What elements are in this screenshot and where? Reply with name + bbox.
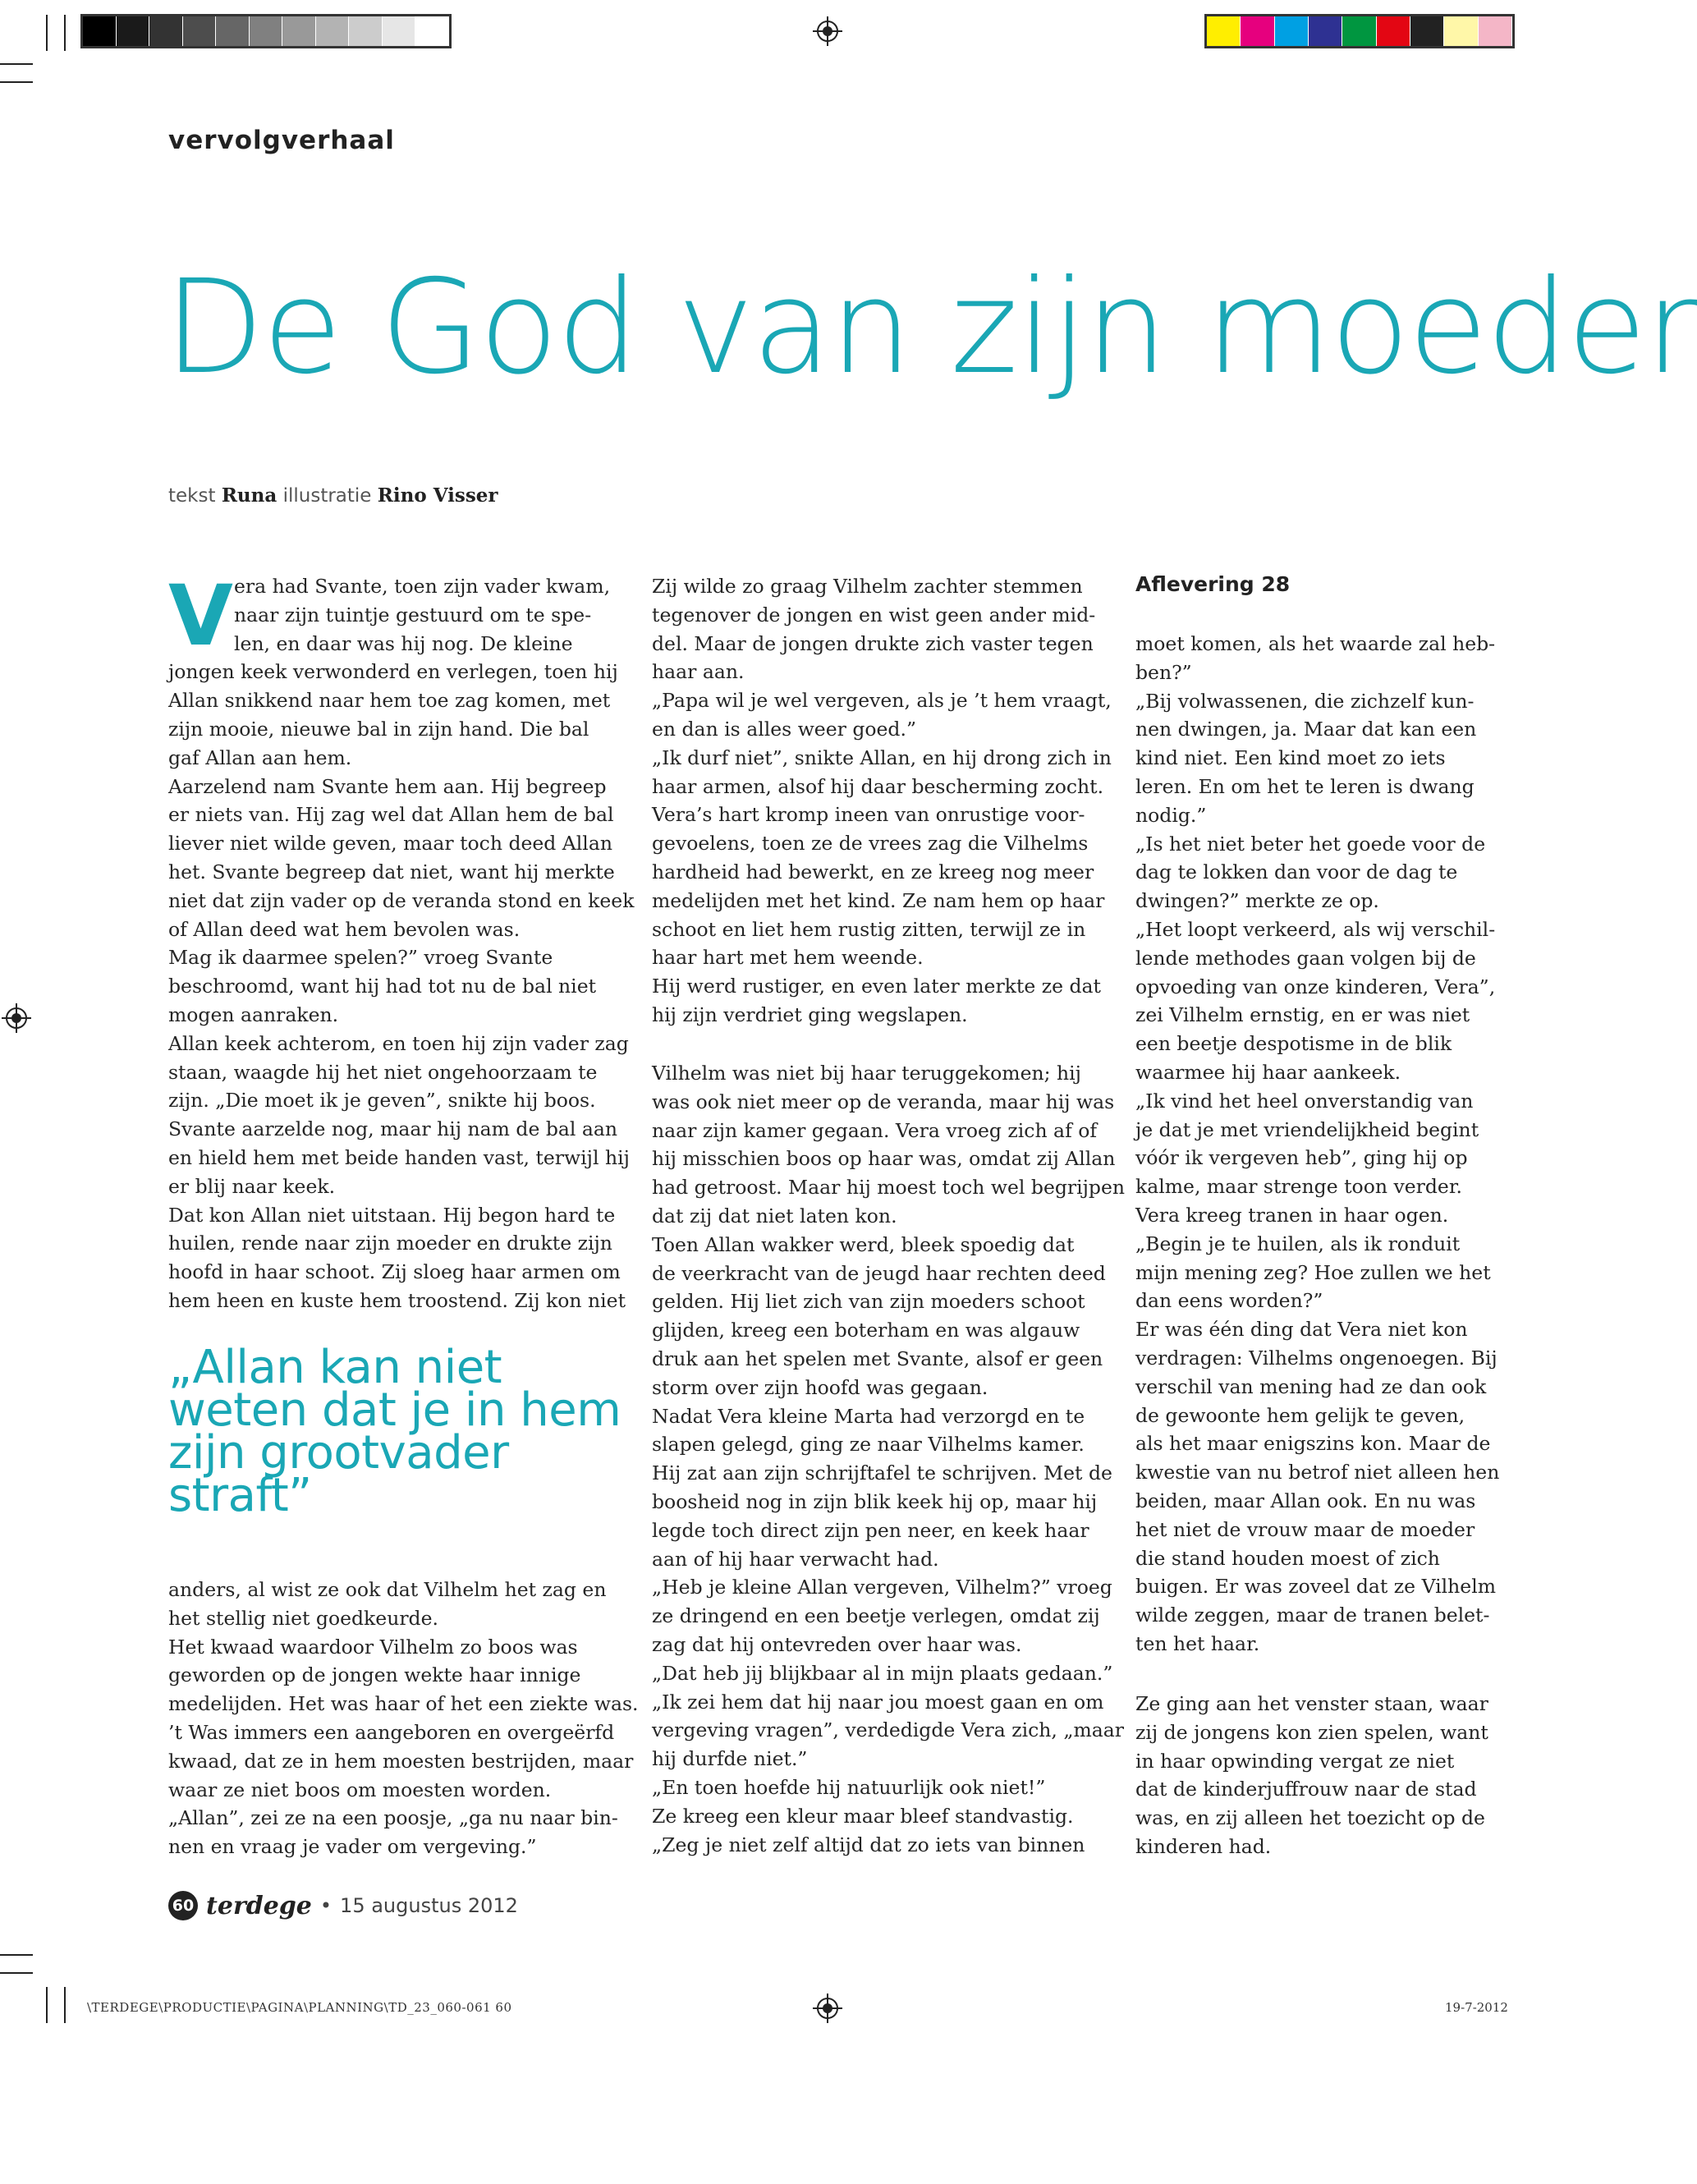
color-swatch [349,16,383,46]
text-line: ’t Was immers een aangeboren en overgeërfd [168,1720,615,1744]
byline-illustrator: Rino Visser [377,484,498,507]
text-line: Mag ik daarmee spelen?” vroeg Svante [168,946,553,970]
text-line: „Zeg je niet zelf altijd dat zo iets van binnen [652,1833,1085,1856]
text-line: „Heb je kleine Allan vergeven, Vilhelm?” vroeg [652,1576,1112,1599]
text-line: dwingen?” merkte ze op. [1135,889,1379,913]
text-line: Ze ging aan het venster staan, waar [1135,1692,1488,1715]
crop-mark [0,1972,33,1974]
text-line: was, en zij alleen het toezicht op de [1135,1806,1485,1830]
text-line: Aarzelend nam Svante hem aan. Hij begreep [168,774,607,798]
text-line: wilde zeggen, maar de tranen belet- [1135,1604,1490,1627]
color-swatch [1342,16,1376,46]
text-line: hem heen en kuste hem troostend. Zij kon niet [168,1288,626,1312]
crop-mark [0,81,33,83]
text-line: naar zijn kamer gegaan. Vera vroeg zich af of [652,1118,1098,1142]
text-line: „Dat heb jij blijkbaar al in mijn plaats gedaan.” [652,1661,1113,1685]
text-line: Hij zat aan zijn schrijftafel te schrijven. Met de [652,1461,1112,1485]
text-line: buigen. Er was zoveel dat ze Vilhelm [1135,1575,1496,1599]
text-line: ben?” [1135,660,1192,684]
text-line: len, en daar was hij nog. De kleine [234,631,573,655]
text-line: Hij werd rustiger, en even later merkte ze dat [652,975,1101,998]
text-line: ze dringend en een beetje verlegen, omdat zij [652,1604,1100,1628]
text-line: „Begin je te huilen, als ik ronduit [1135,1232,1461,1255]
text-line: vóór ik vergeven heb”, ging hij op [1135,1146,1468,1170]
color-swatch [316,16,350,46]
text-line: gelden. Hij liet zich van zijn moeders schoot [652,1290,1085,1314]
pull-quote-line: „Allan kan niet [168,1341,502,1394]
text-line: legde toch direct zijn pen neer, en keek haar [652,1518,1089,1542]
text-line: hij durfde niet.” [652,1747,808,1771]
text-line: Vera kreeg tranen in haar ogen. [1135,1203,1449,1227]
brand-logo: terdege [206,1891,312,1920]
color-swatch [83,16,117,46]
text-line: had getroost. Maar hij moest toch wel begrijpen [652,1176,1126,1200]
text-line: nodig.” [1135,803,1207,827]
text-line: er blij naar keek. [168,1174,336,1198]
column-3-top [1135,630,1499,1659]
text-line: leren. En om het te leren is dwang [1135,774,1475,798]
text-line: hij misschien boos op haar was, omdat zij Allan [652,1147,1116,1171]
text-line: Allan snikkend naar hem toe zag komen, met [168,689,611,713]
text-line: Toen Allan wakker werd, bleek spoedig dat [652,1232,1075,1256]
text-line: waar ze niet boos om moesten worden. [168,1778,552,1801]
text-line: kwaad, dat ze in hem moesten bestrijden, maar [168,1749,634,1773]
text-line: dan eens worden?” [1135,1289,1323,1313]
text-line: del. Maar de jongen drukte zich vaster tegen [652,631,1094,655]
color-bar [1204,14,1515,48]
text-line: „Papa wil je wel vergeven, als je ’t hem vraagt, [652,689,1112,713]
text-line: zijn mooie, nieuwe bal in zijn hand. Die bal [168,717,589,741]
text-line: Svante aarzelde nog, maar hij nam de bal aan [168,1117,618,1141]
text-line: Nadat Vera kleine Marta had verzorgd en te [652,1404,1085,1428]
crop-mark [64,15,66,51]
color-swatch [117,16,150,46]
text-line: gevoelens, toen ze de vrees zag die Vilhelms [652,832,1089,856]
text-line: tegenover de jongen en wist geen ander mid- [652,603,1096,626]
color-swatch [1479,16,1512,46]
text-line: verschil van mening had ze dan ook [1135,1374,1487,1398]
color-swatch [383,16,416,46]
text-line: zag dat hij ontevreden over haar was. [652,1632,1022,1656]
pull-quote-line: straft” [168,1469,312,1522]
text-line: liever niet wilde geven, maar toch deed Allan [168,832,612,856]
text-line: zij de jongens kon zien spelen, want [1135,1720,1488,1744]
text-line: storm over zijn hoofd was gegaan. [652,1375,988,1399]
text-line: Dat kon Allan niet uitstaan. Hij begon hard te [168,1203,616,1227]
text-line: medelijden. Het was haar of het een ziekte was. [168,1692,639,1716]
color-swatch [1410,16,1444,46]
text-line: als het maar enigszins kon. Maar de [1135,1432,1491,1456]
text-line: of Allan deed wat hem bevolen was. [168,917,521,941]
color-swatch [250,16,283,46]
color-swatch [183,16,217,46]
text-line: staan, waagde hij het niet ongehoorzaam te [168,1060,598,1084]
text-line: „Allan”, zei ze na een poosje, „ga nu naar bin- [168,1806,618,1830]
text-line: beiden, maar Allan ook. En nu was [1135,1489,1476,1512]
column-1-top [168,567,635,1315]
text-line: haar armen, alsof hij daar bescherming zocht. [652,774,1104,798]
text-line: Er was één ding dat Vera niet kon [1135,1318,1468,1342]
text-line: en hield hem met beide handen vast, terwijl hij [168,1145,630,1169]
registration-mark-icon [2,1003,31,1033]
text-line: Vera’s hart kromp ineen van onrustige voor- [652,803,1085,827]
text-line: hoofd in haar schoot. Zij sloeg haar armen om [168,1260,621,1284]
text-line: in haar opwinding vergat ze niet [1135,1749,1455,1773]
text-line: geworden op de jongen wekte haar innige [168,1663,581,1687]
column-2-bottom [652,1059,1125,1859]
text-line: „Ik zei hem dat hij naar jou moest gaan en om [652,1690,1104,1714]
text-line: gaf Allan aan hem. [168,746,352,769]
text-line: de gewoonte hem gelijk te geven, [1135,1403,1465,1427]
text-line: zei Vilhelm ernstig, en er was niet [1135,1003,1470,1027]
text-line: naar zijn tuintje gestuurd om te spe- [234,603,592,626]
issue-date: 15 augustus 2012 [340,1894,518,1917]
color-swatch [282,16,316,46]
section-label: vervolgverhaal [168,126,395,155]
text-line: druk aan het spelen met Svante, alsof er geen [652,1347,1103,1370]
byline-author: Runa [221,484,277,507]
color-swatch [1207,16,1241,46]
text-line: Allan keek achterom, en toen hij zijn vader zag [168,1031,629,1055]
text-line: het stellig niet goedkeurde. [168,1606,438,1630]
registration-mark-icon [813,1994,842,2023]
pull-quote-line: zijn grootvader [168,1426,509,1480]
text-line: slapen gelegd, ging ze naar Vilhelms kamer. [652,1433,1085,1457]
text-line: „Is het niet beter het goede voor de [1135,832,1486,856]
text-line: „Ik durf niet”, snikte Allan, en hij drong zich in [652,746,1112,769]
text-line: de veerkracht van de jeugd haar rechten deed [652,1261,1106,1285]
drop-cap: V [168,567,233,665]
text-line: anders, al wist ze ook dat Vilhelm het zag en [168,1578,607,1601]
text-line: boosheid nog in zijn blik keek hij op, maar hij [652,1489,1098,1513]
byline-text-label: tekst [168,485,216,507]
text-line: aan of hij haar verwacht had. [652,1547,939,1571]
text-line: Het kwaad waardoor Vilhelm zo boos was [168,1635,578,1659]
color-swatch [1377,16,1410,46]
text-line: moet komen, als het waarde zal heb- [1135,632,1496,655]
color-swatch [415,16,449,46]
text-line: was ook niet meer op de veranda, maar hij was [652,1090,1115,1113]
text-line: het. Svante begreep dat niet, want hij merkte [168,860,615,883]
text-line: een beetje despotisme in de blik [1135,1032,1452,1056]
text-line: kalme, maar strenge toon verder. [1135,1175,1462,1199]
text-line: jongen keek verwonderd en verlegen, toen hij [168,660,618,684]
crop-mark [46,15,48,51]
text-line: nen en vraag je vader om vergeving.” [168,1835,537,1859]
text-line: verdragen: Vilhelms ongenoegen. Bij [1135,1346,1497,1370]
text-line: en dan is alles weer goed.” [652,717,916,741]
text-line: opvoeding van onze kinderen, Vera”, [1135,975,1496,998]
color-swatch [1275,16,1309,46]
text-line: je dat je met vriendelijkheid begint [1135,1117,1479,1141]
pull-quote-line: weten dat je in hem [168,1383,621,1437]
text-line: dag te lokken dan voor de dag te [1135,860,1458,884]
column-2-top [652,572,1112,1030]
text-line: Vilhelm was niet bij haar teruggekomen; hij [652,1062,1081,1085]
crop-mark [64,1987,66,2023]
print-slug: \TERDEGE\PRODUCTIE\PAGINA\PLANNING\TD_23_060-061 60 [87,2000,512,2015]
text-line: Ze kreeg een kleur maar bleef standvastig. [652,1804,1074,1828]
text-line: „Ik vind het heel onverstandig van [1135,1089,1474,1113]
text-line: huilen, rende naar zijn moeder en drukte zijn [168,1232,612,1255]
byline-illus-label: illustratie [282,485,372,507]
text-line: dat de kinderjuffrouw naar de stad [1135,1778,1477,1801]
text-line: schoot en liet hem rustig zitten, terwijl ze in [652,917,1086,941]
text-line: beschroomd, want hij had tot nu de bal niet [168,975,597,998]
crop-mark [46,1987,48,2023]
text-line: nen dwingen, ja. Maar dat kan een [1135,718,1477,741]
text-line: era had Svante, toen zijn vader kwam, [234,575,611,598]
text-line: die stand houden moest of zich [1135,1546,1440,1570]
page-footer [168,1891,518,1920]
article-title: De God van zijn moeder [164,252,1697,403]
color-swatch [149,16,183,46]
text-line: vergeving vragen”, verdedigde Vera zich, „maar [652,1718,1125,1742]
episode-label: Aflevering 28 [1135,572,1291,596]
text-line: Zij wilde zo graag Vilhelm zachter stemmen [652,575,1083,598]
text-line: waarmee hij haar aankeek. [1135,1060,1401,1084]
pull-quote [168,1341,621,1522]
column-1-bottom [168,1576,639,1861]
text-line: hij zijn verdriet ging wegslapen. [652,1003,968,1026]
color-swatch [1309,16,1342,46]
text-line: lende methodes gaan volgen bij de [1135,946,1476,970]
color-swatch [1444,16,1478,46]
text-line: ten het haar. [1135,1631,1260,1655]
text-line: niet dat zijn vader op de veranda stond en keek [168,888,635,912]
page-number: 60 [168,1891,198,1920]
text-line: zijn. „Die moet ik je geven”, snikte hij boos. [168,1089,596,1113]
column-3-bottom [1135,1690,1488,1861]
text-line: kwestie van nu betrof niet alleen hen [1135,1461,1500,1484]
text-line: glijden, kreeg een boterham en was algauw [652,1319,1080,1342]
text-line: mijn mening zeg? Hoe zullen we het [1135,1260,1491,1284]
text-line: mogen aanraken. [168,1003,339,1026]
text-line: hardheid had bewerkt, en ze kreeg nog meer [652,860,1094,883]
crop-mark [0,63,33,65]
text-line: „En toen hoefde hij natuurlijk ook niet!” [652,1775,1046,1799]
text-line: kind niet. Een kind moet zo iets [1135,746,1446,770]
color-swatch [1241,16,1274,46]
crop-mark [0,1954,33,1956]
text-line: „Het loopt verkeerd, als wij verschil- [1135,917,1496,941]
grayscale-bar [80,14,452,48]
text-line: „Bij volwassenen, die zichzelf kun- [1135,689,1475,713]
footer-bullet: • [319,1894,333,1917]
text-line: het niet de vrouw maar de moeder [1135,1517,1475,1541]
color-swatch [216,16,250,46]
text-line: medelijden met het kind. Ze nam hem op haar [652,888,1105,912]
print-date: 19-7-2012 [1445,2000,1508,2015]
text-line: er niets van. Hij zag wel dat Allan hem de bal [168,803,614,827]
text-line: haar hart met hem weende. [652,946,924,970]
text-line: dat zij dat niet laten kon. [652,1204,897,1227]
text-line: kinderen had. [1135,1834,1272,1858]
registration-mark-icon [813,16,842,46]
text-line: haar aan. [652,660,745,684]
byline [168,484,498,507]
